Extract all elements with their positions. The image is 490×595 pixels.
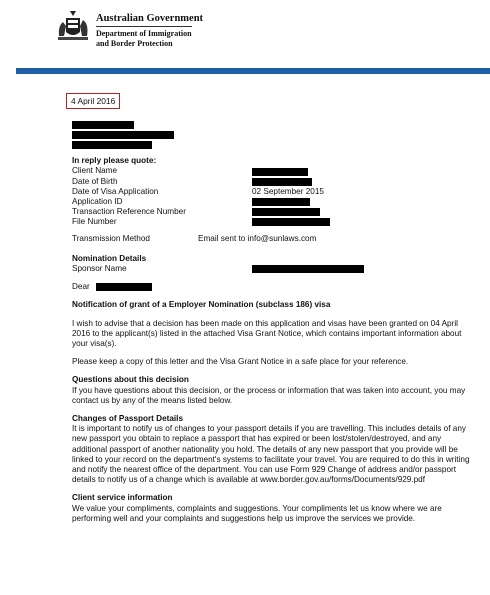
redaction-bar (252, 168, 308, 176)
subject-line: Notification of grant of a Employer Nomination (subclass 186) visa (72, 300, 331, 310)
greeting: Dear (72, 282, 90, 292)
redaction-bar (252, 218, 330, 226)
transmission-label: Transmission Method (72, 233, 150, 243)
transmission-value: Email sent to info@sunlaws.com (198, 233, 317, 243)
redaction-bar (252, 178, 312, 186)
department-name (96, 29, 236, 49)
passport-paragraph: It is important to notify us of changes to your passport details if you are travelling. This includes details of any new passport you obtain to replace a passport that has expired or been lost/stolen/destroyed, and any additional passport of another nationality you hold. The details of any new passport that you provide will be linked to your record on the department's systems to facilitate your travel. You are required to do this in writing and notify the nearest office of the department. You can use Form 929 Change of address and/or passport details to notify us of a change which is available at www.border.gov.au/forms/Documents/929.pdf (72, 424, 470, 485)
reference-label: Transaction Reference Number (72, 207, 186, 217)
reference-value: 02 September 2015 (252, 186, 324, 196)
sponsor-label: Sponsor Name (72, 263, 127, 273)
government-name: Australian Government (96, 13, 204, 24)
sponsor-row (72, 264, 472, 274)
greeting-row (72, 282, 472, 292)
reference-row (72, 187, 472, 197)
redaction-bar (252, 208, 320, 216)
letterhead-divider (96, 26, 192, 27)
redaction-bar (72, 131, 174, 139)
department-line-1: Department of Immigration (96, 29, 192, 38)
questions-heading: Questions about this decision (72, 375, 189, 385)
reference-row (72, 207, 472, 217)
passport-heading: Changes of Passport Details (72, 413, 184, 423)
reference-label: Application ID (72, 196, 123, 206)
reference-label: Client Name (72, 166, 118, 176)
client-service-heading: Client service information (72, 493, 173, 503)
redaction-bar (252, 198, 310, 206)
header-band (16, 68, 490, 74)
reference-label: File Number (72, 217, 117, 227)
reference-label: Date of Visa Application (72, 186, 159, 196)
keep-copy-paragraph: Please keep a copy of this letter and the Visa Grant Notice in a safe place for your reference. (72, 357, 409, 367)
reference-table (72, 166, 472, 227)
reference-label: Date of Birth (72, 176, 118, 186)
department-line-2: and Border Protection (96, 39, 173, 48)
coat-of-arms-icon (56, 8, 90, 42)
questions-paragraph: If you have questions about this decision, or the process or information that was taken into account, you may contact us by any of the means listed below. (72, 385, 466, 405)
redaction-bar (96, 283, 152, 291)
address-line-1 (72, 120, 472, 129)
reference-row (72, 197, 472, 207)
reference-row (72, 166, 472, 176)
transmission-row (72, 234, 472, 244)
address-line-2 (72, 130, 472, 139)
redaction-bar (72, 121, 134, 129)
letter-body (72, 93, 472, 524)
decision-paragraph: I wish to advise that a decision has been made on this application and visas have been granted on 04 April 2016 to the applicant(s) listed in the attached Visa Grant Notice, which contains important information about your visa(s). (72, 318, 462, 348)
address-line-3 (72, 140, 472, 149)
redaction-bar (252, 265, 364, 273)
reference-row (72, 217, 472, 227)
client-service-paragraph: We value your compliments, complaints and suggestions. Your compliments let us know where we are performing well and your complaints and suggestions help us improve the services we provide. (72, 503, 442, 523)
nomination-heading: Nomination Details (72, 253, 147, 263)
letter-date: 4 April 2016 (66, 93, 120, 109)
letterhead (0, 0, 490, 68)
reply-heading: In reply please quote: (72, 156, 157, 166)
redaction-bar (72, 141, 152, 149)
reference-row (72, 177, 472, 187)
